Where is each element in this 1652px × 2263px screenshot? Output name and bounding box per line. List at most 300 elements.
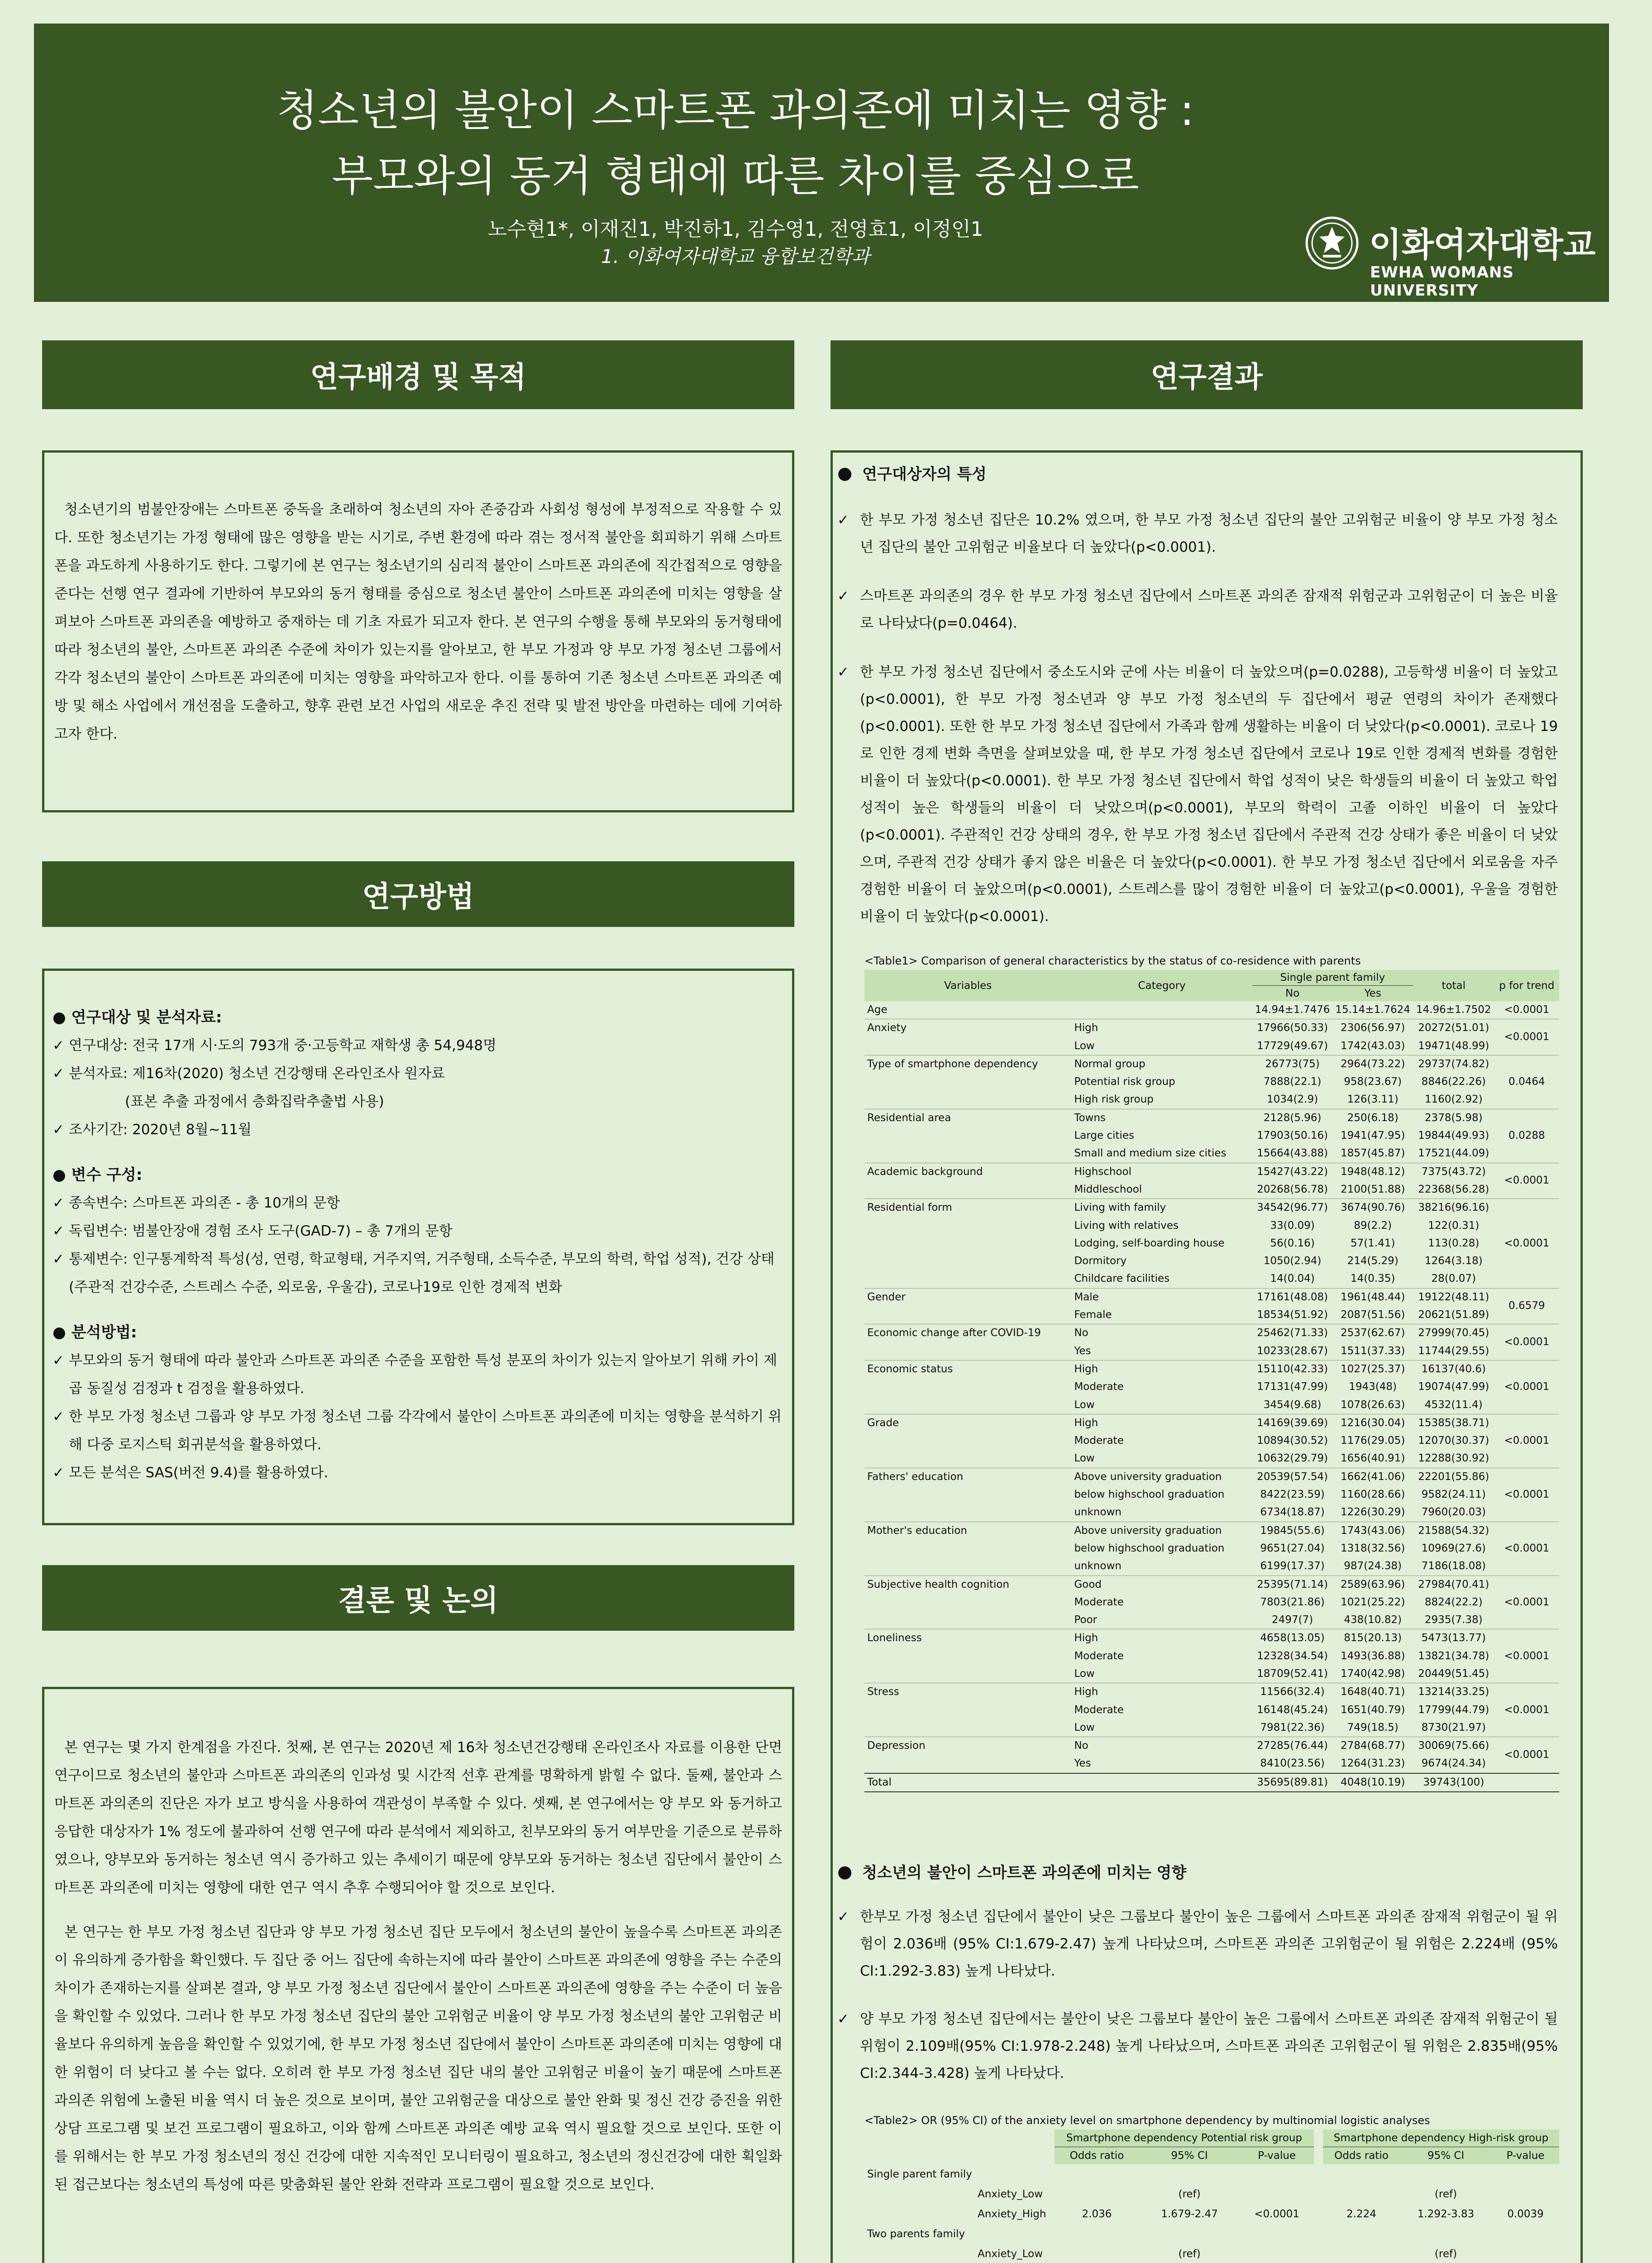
table1-cell-yes: 2306(56.97) xyxy=(1332,1019,1413,1037)
table1-cell-total: 9674(24.34) xyxy=(1421,1757,1486,1770)
table1-variable xyxy=(864,1217,1071,1235)
table2-cell xyxy=(1323,2184,1400,2204)
table1-category: High xyxy=(1071,1360,1252,1378)
table1-row xyxy=(864,1611,1559,1629)
table2-cell xyxy=(1055,2164,1139,2184)
table1-cell-yes: 1743(43.06) xyxy=(1332,1522,1413,1540)
table1-cell-total: 8824(22.2) xyxy=(1424,1596,1483,1608)
table1-header-variables: Variables xyxy=(864,970,1071,1001)
table1-cell-total: 122(0.31) xyxy=(1428,1219,1480,1232)
table1-row xyxy=(864,1360,1559,1378)
results-item: ✓ 한 부모 가정 청소년 집단에서 중소도시와 군에 사는 비율이 더 높았으며(p=0.0288), 고등학생 비율이 더 높았고(p<0.0001), 한 부모 가정 청소년과 양 부모 가정 청소년의 두 집단에서 평균 연령의 차이가 존재했다(p<0.0001). 또한 한 부모 가정 청소년 집단에서 가족과 함께 생활하는 비율이 더 낮았다(p<0.0001). 코로나 19로 인한 경제 변화 측면을 살펴보았을 때, 한 부모 가정 청소년 집단에서 코로나 19로 인한 경제적 변화를 경험한 비율이 더 높았다(p<0.0001). 한 부모 가정 청소년 집단에서 학업 성적이 낮은 학생들의 비율이 더 높았고 학업 성적이 높은 학생들의 비율이 더 낮았으며(p<0.0001), 부모의 학력이 고졸 이하인 비율이 더 높았다(p<0.0001). 주관적인 건강 상태의 경우, 한 부모 가정 청소년 집단에서 주관적 건강 상태가 좋은 비율이 더 낮았으며, 주관적 건강 상태가 좋지 않은 비율은 더 높았다(p<0.0001). 한 부모 가정 청소년 집단에서 외로움을 자주 경험한 비율이 더 높았으며(p<0.0001), 스트레스를 많이 경험한 비율이 더 높았고(p<0.0001), 우울을 경험한 비율이 더 높았다(p<0.0001). xyxy=(837,664,1558,925)
table2-gap xyxy=(1314,2224,1323,2244)
table1-p-value: <0.0001 xyxy=(1494,1576,1559,1629)
table1-cell-yes: 987(24.38) xyxy=(1344,1560,1402,1572)
table1-category xyxy=(1071,1001,1252,1019)
results-item: ✓ 한부모 가정 청소년 집단에서 불안이 낮은 그룹보다 불안이 높은 그룹에서 스마트폰 과의존 잠재적 위험군이 될 위험이 2.036배 (95% CI:1.679-2.47) 높게 나타났으며, 스마트폰 과의존 고위험군이 될 위험은 2.224배 (95% CI:1.292-3.83) 높게 나타났다. xyxy=(837,1909,1558,1980)
table1-cell-total: 38216(96.16) xyxy=(1413,1199,1494,1217)
title-line-2: 부모와의 동거 형태에 따른 차이를 중심으로 xyxy=(332,152,1139,201)
table2-row-label: Anxiety_High xyxy=(978,2208,1046,2220)
table2-cell: 2.224 xyxy=(1346,2208,1376,2220)
table2-header-ci: 95% CI xyxy=(1139,2147,1240,2165)
table1-cell-yes: 1943(48) xyxy=(1349,1381,1397,1393)
table1-row xyxy=(864,1055,1559,1073)
table1-cell-no: 10894(30.52) xyxy=(1257,1435,1328,1447)
table1-category: Poor xyxy=(1074,1614,1097,1626)
poster-title xyxy=(34,78,1437,209)
table1-variable: Mother's education xyxy=(864,1522,1071,1540)
table1-cell-no: 17966(50.33) xyxy=(1252,1019,1333,1037)
table1-total-cell: 4048(10.19) xyxy=(1332,1773,1413,1792)
table1-cell-total: 12070(30.37) xyxy=(1418,1435,1490,1447)
table1-cell-yes: 1651(40.79) xyxy=(1340,1704,1405,1716)
table1-row xyxy=(864,1217,1559,1235)
table1-row xyxy=(864,1629,1559,1647)
table1-variable xyxy=(864,1719,1071,1737)
table1-row xyxy=(864,1199,1559,1217)
table1-cell-yes: 1948(48.12) xyxy=(1332,1163,1413,1181)
table1-cell-no: 9651(27.04) xyxy=(1260,1542,1325,1554)
table1-category: Moderate xyxy=(1074,1435,1124,1447)
table1-cell-no: 15664(43.88) xyxy=(1257,1147,1328,1160)
table2-header-or: Odds ratio xyxy=(1323,2147,1400,2165)
table1-cell-yes: 1021(25.22) xyxy=(1340,1596,1405,1608)
table1-category: Moderate xyxy=(1074,1381,1124,1393)
table1-cell-no: 18709(52.41) xyxy=(1257,1667,1328,1680)
table1-row xyxy=(864,1145,1559,1163)
table2-row-label: Two parents family xyxy=(867,2228,965,2240)
methods-item: ✓ 독립변수: 범불안장애 경험 조사 도구(GAD-7) – 총 7개의 문항 xyxy=(53,1223,453,1239)
table2-cell xyxy=(1240,2184,1314,2204)
table1-p-value: <0.0001 xyxy=(1504,1004,1550,1016)
table2-caption: <Table2> OR (95% CI) of the anxiety level on smartphone dependency by multinomial logistic analyses xyxy=(864,2114,1430,2127)
table1-variable xyxy=(864,1504,1071,1522)
table1-category: No xyxy=(1071,1324,1252,1342)
table1-total-row xyxy=(864,1773,1559,1792)
table1-category: Low xyxy=(1074,1040,1095,1052)
results-item: ✓ 양 부모 가정 청소년 집단에서는 불안이 낮은 그룹보다 불안이 높은 그룹에서 스마트폰 과의존 잠재적 위험군이 될 위험이 2.109배(95% CI:1.978-2.248) 높게 나타났으며, 스마트폰 과의존 고위험군이 될 위험은 2.835배(95% CI:2.344-3.428) 높게 나타났다. xyxy=(837,2011,1558,2082)
table1-variable: Economic change after COVID-19 xyxy=(864,1324,1071,1342)
table1-variable xyxy=(864,1665,1071,1683)
table1-cell-total: 2378(5.98) xyxy=(1413,1109,1494,1127)
table2-cell xyxy=(1492,2184,1559,2204)
table2-header-ci: 95% CI xyxy=(1400,2147,1492,2165)
table1-variable xyxy=(864,1701,1071,1719)
table1-p-value: <0.0001 xyxy=(1494,1468,1559,1522)
table1-cell-total: 16137(40.6) xyxy=(1413,1360,1494,1378)
table2-cell: (ref) xyxy=(1178,2248,1201,2260)
table2-cell xyxy=(1139,2224,1240,2244)
table2-cell xyxy=(1240,2164,1314,2184)
table1-row xyxy=(864,1414,1559,1432)
table1-cell-no: 1050(2.94) xyxy=(1263,1255,1322,1267)
authors: 노수현1*, 이재진1, 박진하1, 김수영1, 전영효1, 이정인1 xyxy=(487,218,984,241)
table1-variable xyxy=(864,1073,1071,1091)
table1-cell-yes: 1511(37.33) xyxy=(1340,1345,1405,1357)
table1-cell-total: 29737(74.82) xyxy=(1413,1055,1494,1073)
table1-row xyxy=(864,1755,1559,1773)
table2-gap xyxy=(1314,2184,1323,2204)
table1-category: High xyxy=(1071,1683,1252,1701)
table1-cell-yes: 3674(90.76) xyxy=(1332,1199,1413,1217)
methods-analysis-title: ● 분석방법: xyxy=(53,1323,137,1342)
table1-category: Small and medium size cities xyxy=(1074,1147,1227,1160)
table1-variable: Age xyxy=(867,1004,888,1016)
table1-cell-yes: 57(1.41) xyxy=(1350,1237,1395,1249)
table1-cell-no: 25395(71.14) xyxy=(1252,1576,1333,1594)
table1-variable: Economic status xyxy=(864,1360,1071,1378)
table1-variable xyxy=(864,1091,1071,1109)
table1-cell-no: 8422(23.59) xyxy=(1260,1489,1325,1501)
table1-category: Childcare facilities xyxy=(1074,1273,1170,1285)
table1-category: No xyxy=(1071,1737,1252,1755)
table1-variable xyxy=(864,1540,1071,1557)
methods-box xyxy=(42,969,794,1525)
table2-cell xyxy=(1400,2224,1492,2244)
table1-category: Potential risk group xyxy=(1074,1076,1175,1088)
table2-row-label: Anxiety_Low xyxy=(978,2188,1043,2201)
table1-cell-yes: 1176(29.05) xyxy=(1340,1435,1405,1447)
table1-cell-yes: 438(10.82) xyxy=(1344,1614,1402,1626)
table1-row xyxy=(864,1737,1559,1755)
background-heading: 연구배경 및 목적 xyxy=(42,340,794,409)
table2-cell: (ref) xyxy=(1434,2248,1457,2260)
table1-cell-yes: 15.14±1.7624 xyxy=(1335,1004,1410,1016)
table1-cell-total: 14.96±1.7502 xyxy=(1416,1004,1491,1016)
table1-cell-no: 33(0.09) xyxy=(1270,1219,1315,1232)
table1-category: Low xyxy=(1074,1399,1095,1411)
table1-category: Living with family xyxy=(1071,1199,1252,1217)
table1-row xyxy=(864,1576,1559,1594)
table1-variable xyxy=(864,1594,1071,1611)
table1-variable xyxy=(864,1181,1071,1199)
table1-cell-yes: 1160(28.66) xyxy=(1340,1489,1405,1501)
table1-variable xyxy=(864,1396,1071,1414)
table1-cell-total: 13214(33.25) xyxy=(1413,1683,1494,1701)
table1-category: Dormitory xyxy=(1074,1255,1127,1267)
table1-cell-total: 12288(30.92) xyxy=(1418,1452,1490,1465)
table2-row xyxy=(864,2244,1559,2263)
table1-cell-no: 2128(5.96) xyxy=(1252,1109,1333,1127)
table1-row xyxy=(864,1522,1559,1540)
table1-cell-total: 20449(51.45) xyxy=(1418,1667,1490,1680)
table1-row xyxy=(864,1540,1559,1557)
table1-category: Highschool xyxy=(1071,1163,1252,1181)
table1-row xyxy=(864,1486,1559,1504)
table2-cell xyxy=(1323,2244,1400,2263)
table1-category: Above university graduation xyxy=(1071,1522,1252,1540)
table1-category: below highschool graduation xyxy=(1074,1542,1225,1554)
table1-p-value: 0.0464 xyxy=(1494,1055,1559,1109)
table1-variable xyxy=(864,1557,1071,1576)
table2-cell xyxy=(1492,2244,1559,2263)
table2-cell: (ref) xyxy=(1178,2188,1201,2201)
table1-variable: Gender xyxy=(864,1288,1071,1306)
table1-category: unknown xyxy=(1074,1560,1122,1572)
table1-cell-no: 19845(55.6) xyxy=(1252,1522,1333,1540)
table1-variable: Subjective health cognition xyxy=(864,1576,1071,1594)
table1-cell-total: 10969(27.6) xyxy=(1421,1542,1486,1554)
table1-cell-total: 1160(2.92) xyxy=(1424,1093,1483,1106)
table1-cell-no: 56(0.16) xyxy=(1270,1237,1315,1249)
table1-cell-total: 22201(55.86) xyxy=(1413,1468,1494,1486)
table1-variable xyxy=(864,1378,1071,1396)
table1-category: High xyxy=(1071,1414,1252,1432)
table1-variable xyxy=(864,1755,1071,1773)
conclusion-box xyxy=(42,1687,794,2263)
table2 xyxy=(864,2114,1559,2263)
table1-cell-no: 27285(76.44) xyxy=(1252,1737,1333,1755)
affiliation: 1. 이화여자대학교 융합보건학과 xyxy=(601,245,870,267)
table1-variable: Type of smartphone dependency xyxy=(864,1055,1071,1073)
table1-cell-no: 10233(28.67) xyxy=(1257,1345,1328,1357)
table1-cell-no: 17161(48.08) xyxy=(1252,1288,1333,1306)
table1-category: Low xyxy=(1074,1721,1095,1733)
table2-gap xyxy=(1314,2244,1323,2263)
methods-item: ✓ 한 부모 가정 청소년 그룹과 양 부모 가정 청소년 그룹 각각에서 불안이 스마트폰 과의존에 미치는 영향을 분석하기 위해 다중 로지스틱 회귀분석을 활용하였다. xyxy=(53,1408,782,1453)
background-text: 청소년기의 범불안장애는 스마트폰 중독을 초래하여 청소년의 자아 존중감과 사회성 형성에 부정적으로 작용할 수 있다. 또한 청소년기는 가정 형태에 많은 영향을 받는 시기로, 주변 환경에 따라 겪는 정서적 불안을 회피하기 위해 스마트폰을 과도하게 사용하기도 한다. 그렇기에 본 연구는 청소년기의 심리적 불안이 스마트폰 과의존에 직간접적으로 영향을 준다는 선행 연구 결과에 기반하여 부모와의 동거 형태를 중심으로 청소년 불안이 스마트폰 과의존에 미치는 영향을 살펴보아 스마트폰 과의존을 예방하고 중재하는 데 기초 자료가 되고자 한다. 본 연구의 수행을 통해 부모와의 동거형태에 따라 청소년의 불안, 스마트폰 과의존 수준에 차이가 있는지를 알아보고, 한 부모 가정과 양 부모 가정 청소년 그룹에서 각각 청소년의 불안이 스마트폰 과의존에 미치는 영향을 파악하고자 한다. 이를 통하여 기존 청소년 스마트폰 과의존 예방 및 해소 사업에서 개선점을 도출하고, 향후 관련 보건 사업의 새로운 추진 전략 및 발전 방안을 마련하는 데에 기여하고자 한다. xyxy=(54,501,782,742)
table1-cell-yes: 1264(31.23) xyxy=(1340,1757,1405,1770)
table1-cell-yes: 815(20.13) xyxy=(1332,1629,1413,1647)
table1-row xyxy=(864,1163,1559,1181)
table1-p-value: <0.0001 xyxy=(1494,1683,1559,1737)
table1-cell-no: 18534(51.92) xyxy=(1257,1309,1328,1321)
table1-cell-total: 20272(51.01) xyxy=(1413,1019,1494,1037)
table1-cell-no: 15110(42.33) xyxy=(1252,1360,1333,1378)
table1-category: Moderate xyxy=(1074,1596,1124,1608)
table1-row xyxy=(864,1468,1559,1486)
results-item: ✓ 한 부모 가정 청소년 집단은 10.2% 였으며, 한 부모 가정 청소년 집단의 불안 고위험군 비율이 양 부모 가정 청소년 집단의 불안 고위험군 비율보다 더 높았다(p<0.0001). xyxy=(837,512,1558,555)
table1-cell-yes: 1656(40.91) xyxy=(1340,1452,1405,1465)
table1-category: Towns xyxy=(1071,1109,1252,1127)
table1-row xyxy=(864,1504,1559,1522)
table1-variable xyxy=(864,1306,1071,1324)
table1-variable xyxy=(864,1145,1071,1163)
table1-cell-total: 7375(43.72) xyxy=(1413,1163,1494,1181)
table1-row xyxy=(864,1288,1559,1306)
table1-cell-no: 7803(21.86) xyxy=(1260,1596,1325,1608)
table1-row xyxy=(864,1324,1559,1342)
table2-row xyxy=(864,2224,1559,2244)
table1-cell-total: 22368(56.28) xyxy=(1418,1183,1490,1195)
table1-row xyxy=(864,1683,1559,1701)
table1-row xyxy=(864,1557,1559,1576)
table1-cell-no: 8410(23.56) xyxy=(1260,1757,1325,1770)
table1-p-value: 0.6579 xyxy=(1494,1288,1559,1324)
table1-grid xyxy=(864,970,1559,1792)
table2-header-group2: Smartphone dependency High-risk group xyxy=(1323,2129,1559,2147)
table1-p-value: <0.0001 xyxy=(1494,1199,1559,1288)
methods-item: ✓ 종속변수: 스마트폰 과의존 - 총 10개의 문항 xyxy=(53,1195,340,1211)
table2-cell xyxy=(1055,2184,1139,2204)
table1-p-value: <0.0001 xyxy=(1494,1629,1559,1683)
table1-cell-yes: 1648(40.71) xyxy=(1332,1683,1413,1701)
table1-cell-no: 14169(39.69) xyxy=(1252,1414,1333,1432)
table2-header-or: Odds ratio xyxy=(1055,2147,1139,2165)
table1-cell-yes: 1078(26.63) xyxy=(1340,1399,1405,1411)
title-line-1: 청소년의 불안이 스마트폰 과의존에 미치는 영향 : xyxy=(277,86,1194,135)
methods-item: ✓ 분석자료: 제16차(2020) 청소년 건강행태 온라인조사 원자료 xyxy=(53,1065,445,1082)
table1-total-cell: 35695(89.81) xyxy=(1252,1773,1333,1792)
table1-p-value: <0.0001 xyxy=(1494,1163,1559,1199)
table1-variable xyxy=(864,1611,1071,1629)
table1-cell-yes: 126(3.11) xyxy=(1347,1093,1399,1106)
table2-header-group1: Smartphone dependency Potential risk group xyxy=(1055,2129,1314,2147)
table1-header-no: No xyxy=(1252,986,1333,1002)
table1-cell-total: 11744(29.55) xyxy=(1418,1345,1490,1357)
table1-cell-total: 4532(11.4) xyxy=(1424,1399,1483,1411)
table1-cell-yes: 2100(51.88) xyxy=(1340,1183,1405,1195)
table1-cell-yes: 89(2.2) xyxy=(1354,1219,1392,1232)
table1-cell-no: 3454(9.68) xyxy=(1263,1399,1322,1411)
table2-cell: 2.036 xyxy=(1082,2208,1112,2220)
table1-variable xyxy=(864,1432,1071,1450)
table1-cell-yes: 1493(36.88) xyxy=(1340,1650,1405,1662)
table1-p-value: <0.0001 xyxy=(1494,1522,1559,1576)
table1-category: Moderate xyxy=(1074,1704,1124,1716)
table1-cell-yes: 2964(73.22) xyxy=(1332,1055,1413,1073)
methods-item: ✓ 모든 분석은 SAS(버전 9.4)를 활용하였다. xyxy=(53,1465,329,1481)
conclusion-paragraph-2: 본 연구는 한 부모 가정 청소년 집단과 양 부모 가정 청소년 집단 모두에서 청소년의 불안이 높을수록 스마트폰 과의존이 유의하게 증가함을 확인했다. 두 집단 중 어느 집단에 속하는지에 따라 불안이 스마트폰 과의존에 영향을 주는 수준의 차이가 존재하는지를 살펴본 결과, 양 부모 가정 청소년 집단에서 불안이 스마트폰 과의존에 영향을 주는 수준이 더 높음을 확인할 수 있었다. 그러나 한 부모 가정 청소년 집단의 불안 고위험군 비율이 양 부모 가정 청소년의 불안 고위험군 비율보다 유의하게 높음을 확인할 수 있었기에, 한 부모 가정 청소년 집단에서 불안이 스마트폰 과의존에 미치는 영향에 대한 위험이 더 낮다고 볼 수는 없다. 오히려 한 부모 가정 청소년 집단 내의 불안 고위험군 비율이 높기 때문에 스마트폰 과의존 위험에 노출된 비율 역시 더 높은 것으로 보이며, 불안 고위험군을 대상으로 불안 완화 및 정신 건강 증진을 위한 상담 프로그램 및 보건 프로그램이 필요하고, 이와 함께 스마트폰 과의존 예방 교육 역시 필요할 것으로 보인다. 또한 이를 위해서는 한 부모 가정 청소년의 정신 건강에 대한 지속적인 모니터링이 필요하고, 청소년의 정신건강에 대한 획일화된 접근보다는 청소년의 특성에 따른 맞춤화된 불안 완화 전략과 프로그램이 필요할 것으로 보인다. xyxy=(54,1924,782,2193)
table1-category: Low xyxy=(1074,1667,1095,1680)
table1-cell-yes: 2537(62.67) xyxy=(1332,1324,1413,1342)
results-heading: 연구결과 xyxy=(831,340,1583,409)
university-emblem-icon xyxy=(1305,216,1359,270)
conclusion-paragraph-1: 본 연구는 몇 가지 한계점을 가진다. 첫째, 본 연구는 2020년 제 16차 청소년건강행태 온라인조사 자료를 이용한 단면 연구이므로 청소년의 불안과 스마트폰 과의존의 인과성 및 시간적 선후 관계를 명확하게 밝힐 수 없다. 둘째, 불안과 스마트폰 과의존의 진단은 자가 보고 방식을 사용하여 객관성이 부족할 수 있다. 셋째, 본 연구에서는 양 부모 와 동거하고 응답한 대상자가 1% 정도에 불과하여 선행 연구에 따라 분석에서 제외하고, 친부모와의 동거 여부만을 기준으로 분류하였으나, 양부모와 동거하는 청소년 역시 증가하고 있는 추세이기 때문에 양부모와 동거하는 청소년 집단에서 불안이 스마트폰 과의존에 미치는 영향에 대한 연구 역시 추후 수행되어야 할 것으로 보인다. xyxy=(54,1739,782,1896)
table1-cell-yes: 14(0.35) xyxy=(1350,1273,1395,1285)
table1-total-cell: Total xyxy=(864,1773,1071,1792)
table1-row xyxy=(864,1594,1559,1611)
table1-cell-total: 7960(20.03) xyxy=(1421,1506,1486,1518)
table1-cell-no: 10632(29.79) xyxy=(1257,1452,1328,1465)
table1-cell-total: 13821(34.78) xyxy=(1418,1650,1490,1662)
methods-variables-title: ● 변수 구성: xyxy=(53,1166,143,1184)
table1-category: Living with relatives xyxy=(1074,1219,1179,1232)
table1-row xyxy=(864,1270,1559,1288)
table1-cell-total: 30069(75.66) xyxy=(1413,1737,1494,1755)
table1-cell-total: 27984(70.41) xyxy=(1413,1576,1494,1594)
table1-header-yes: Yes xyxy=(1332,986,1413,1002)
table1-variable xyxy=(864,1647,1071,1665)
table1-row xyxy=(864,1450,1559,1468)
table1-row xyxy=(864,1252,1559,1270)
table1-category: High xyxy=(1071,1629,1252,1647)
table1-variable xyxy=(864,1235,1071,1252)
table2-row-label: Anxiety_Low xyxy=(978,2248,1043,2260)
table1-cell-no: 20539(57.54) xyxy=(1252,1468,1333,1486)
table1-cell-total: 8730(21.97) xyxy=(1421,1721,1486,1733)
table1-row xyxy=(864,1127,1559,1145)
table1-row xyxy=(864,1342,1559,1361)
methods-item: ✓ 연구대상: 전국 17개 시·도의 793개 중·고등학교 재학생 총 54,948명 xyxy=(53,1037,497,1054)
table1-cell-yes: 2784(68.77) xyxy=(1332,1737,1413,1755)
table1-variable xyxy=(864,1270,1071,1288)
table1-category: Yes xyxy=(1074,1345,1091,1357)
table1-cell-no: 26773(75) xyxy=(1252,1055,1333,1073)
table1-total-cell xyxy=(1071,1773,1252,1792)
results-box xyxy=(831,450,1583,2263)
table1-total-cell xyxy=(1494,1773,1559,1792)
table1-variable: Depression xyxy=(864,1737,1071,1755)
table1-cell-total: 1264(3.18) xyxy=(1424,1255,1483,1267)
table1-p-value: <0.0001 xyxy=(1494,1360,1559,1414)
table1-row xyxy=(864,1019,1559,1037)
table1-variable: Fathers' education xyxy=(864,1468,1071,1486)
results-subheading-2: ● 청소년의 불안이 스마트폰 과의존에 미치는 영향 xyxy=(837,1861,1187,1882)
results-item: ✓ 스마트폰 과의존의 경우 한 부모 가정 청소년 집단에서 스마트폰 과의존 잠재적 위험군과 고위험군이 더 높은 비율로 나타났다(p=0.0464). xyxy=(837,588,1558,631)
table1-variable: Grade xyxy=(864,1414,1071,1432)
background-box xyxy=(42,450,794,812)
table1-variable: Anxiety xyxy=(864,1019,1071,1037)
table1-category: Lodging, self-boarding house xyxy=(1074,1237,1225,1249)
table1-row xyxy=(864,1306,1559,1324)
table1-cell-yes: 250(6.18) xyxy=(1332,1109,1413,1127)
table1-cell-no: 6199(17.37) xyxy=(1260,1560,1325,1572)
table1-variable xyxy=(864,1486,1071,1504)
table1-category: Yes xyxy=(1074,1757,1091,1770)
table2-cell: 1.292-3.83 xyxy=(1417,2208,1475,2220)
table1-cell-total: 21588(54.32) xyxy=(1413,1522,1494,1540)
table1-row xyxy=(864,1235,1559,1252)
table1-row xyxy=(864,1432,1559,1450)
table1-p-value: <0.0001 xyxy=(1494,1324,1559,1361)
table1-row xyxy=(864,1073,1559,1091)
table2-cell: 0.0039 xyxy=(1507,2208,1544,2220)
table2-gap xyxy=(1314,2204,1323,2224)
table1-cell-no: 14.94±1.7476 xyxy=(1255,1004,1330,1016)
table1-cell-total: 28(0.07) xyxy=(1431,1273,1476,1285)
table1-cell-total: 19471(48.99) xyxy=(1418,1040,1490,1052)
table1-cell-yes: 2087(51.56) xyxy=(1340,1309,1405,1321)
methods-item: ✓ 부모와의 동거 형태에 따라 불안과 스마트폰 과의존 수준을 포함한 특성 분포의 차이가 있는지 알아보기 위해 카이 제곱 동질성 검정과 t 검정을 활용하였다. xyxy=(53,1352,778,1397)
table1-variable: Stress xyxy=(864,1683,1071,1701)
table1-category: Moderate xyxy=(1074,1650,1124,1662)
table2-cell xyxy=(1240,2244,1314,2263)
table1-row xyxy=(864,1001,1559,1019)
table2-row xyxy=(864,2164,1559,2184)
table1-variable: Residential form xyxy=(864,1199,1071,1217)
table1-cell-total: 2935(7.38) xyxy=(1424,1614,1483,1626)
table1-category: Good xyxy=(1071,1576,1252,1594)
table2-row xyxy=(864,2204,1559,2224)
table2-gap xyxy=(1314,2164,1323,2184)
table1-row xyxy=(864,1109,1559,1127)
table1-cell-yes: 1027(25.37) xyxy=(1332,1360,1413,1378)
table2-cell: <0.0001 xyxy=(1254,2208,1299,2220)
table1-row xyxy=(864,1719,1559,1737)
table2-cell xyxy=(1492,2224,1559,2244)
table1-category: Large cities xyxy=(1074,1130,1134,1142)
table1-category: Above university graduation xyxy=(1071,1468,1252,1486)
methods-sub-note: (표본 추출 과정에서 층화집락추출법 사용) xyxy=(125,1093,384,1110)
table1-variable: Residential area xyxy=(864,1109,1071,1127)
table1-cell-no: 17131(47.99) xyxy=(1257,1381,1328,1393)
methods-subject-title: ● 연구대상 및 분석자료: xyxy=(53,1008,222,1026)
table1-cell-no: 34542(96.77) xyxy=(1252,1199,1333,1217)
conclusion-heading: 결론 및 논의 xyxy=(42,1565,794,1631)
table1-cell-no: 15427(43.22) xyxy=(1252,1163,1333,1181)
table2-cell xyxy=(1400,2164,1492,2184)
table1-cell-total: 9582(24.11) xyxy=(1421,1489,1486,1501)
table1-cell-total: 19844(49.93) xyxy=(1418,1130,1490,1142)
table2-header-pvalue: P-value xyxy=(1240,2147,1314,2165)
table2-header-blank xyxy=(864,2129,1055,2164)
table1-cell-no: 14(0.04) xyxy=(1270,1273,1315,1285)
table1 xyxy=(864,955,1559,1792)
table2-row-label: Single parent family xyxy=(867,2168,972,2181)
table2-cell xyxy=(1240,2224,1314,2244)
table1-cell-total: 8846(22.26) xyxy=(1421,1076,1486,1088)
